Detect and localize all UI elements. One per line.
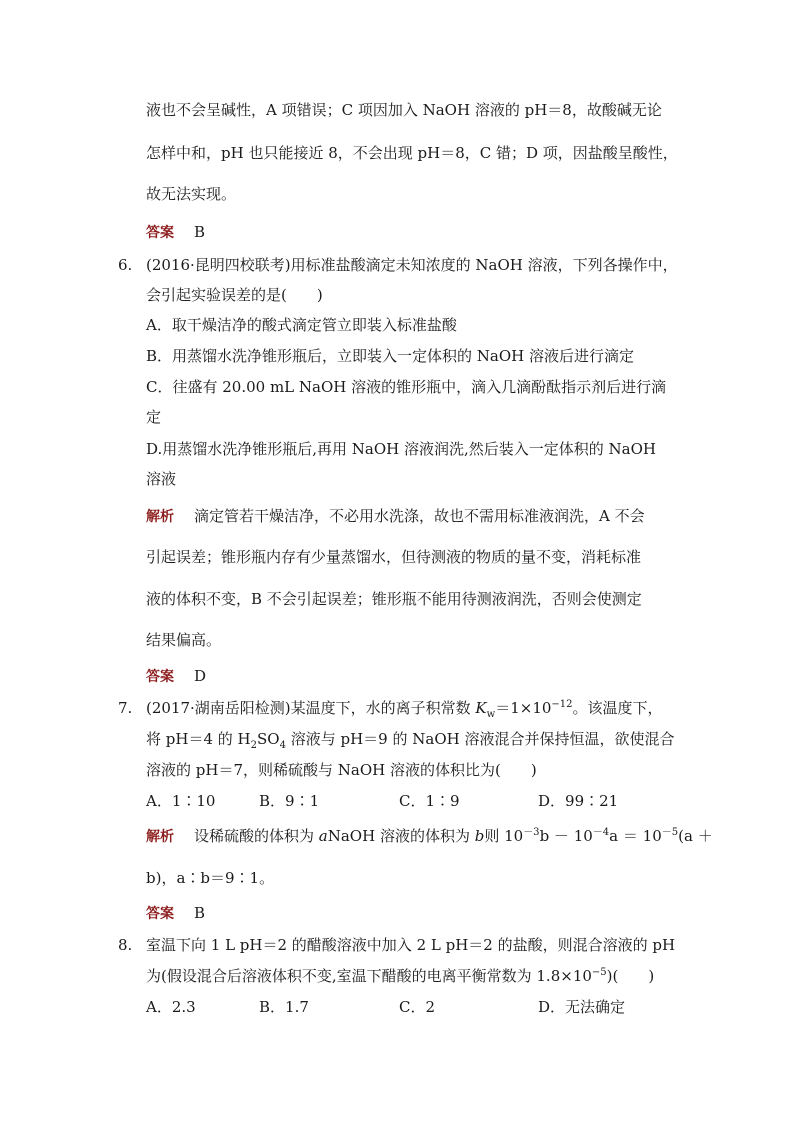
analysis-continued-line-3: 故无法实现。 xyxy=(146,185,237,203)
question-6-option-a: A．取干燥洁净的酸式滴定管立即装入标准盐酸 xyxy=(146,316,457,334)
question-6-analysis-1: 解析 滴定管若干燥洁净，不必用水洗涤，故也不需用标准液润洗，A 不会 xyxy=(146,507,645,525)
analysis-label: 解析 xyxy=(146,509,174,525)
question-7-option-d: D．99∶21 xyxy=(538,792,619,810)
answer-label: 答案 xyxy=(146,669,174,685)
question-6-analysis-2: 引起误差；锥形瓶内存有少量蒸馏水，但待测液的物质的量不变，消耗标准 xyxy=(146,548,642,566)
question-7-stem-2: 将 pH＝4 的 $H_2SO_4$ 溶液与 pH＝9 的 NaOH 溶液混合并保持恒温，欲使混合 xyxy=(146,730,675,751)
question-6-number: 6. xyxy=(118,256,133,274)
question-6-option-d-2: 溶液 xyxy=(146,470,177,488)
analysis-continued-line-2: 怎样中和，pH 也只能接近 8，不会出现 pH＝8，C 错；D 项，因盐酸呈酸性， xyxy=(146,144,678,162)
answer-value: D xyxy=(194,667,207,685)
question-8-stem-2: 为(假设混合后溶液体积不变,室温下醋酸的电离平衡常数为 $1.8\times 10^{-5}$)( ) xyxy=(146,967,655,985)
question-7-option-c: C．1∶9 xyxy=(399,792,460,810)
analysis-label: 解析 xyxy=(146,829,174,845)
answer-label: 答案 xyxy=(146,906,174,922)
question-6-stem-1: (2016·昆明四校联考)用标准盐酸滴定未知浓度的 NaOH 溶液，下列各操作中， xyxy=(146,256,678,274)
question-8-option-d: D．无法确定 xyxy=(538,998,626,1016)
question-7-stem-1: (2017·湖南岳阳检测)某温度下，水的离子积常数 $K_w=1\times 10^{-12}$。该温度下， xyxy=(146,699,663,720)
question-7-analysis-2: b)，a∶b＝9∶1。 xyxy=(146,869,275,887)
analysis-continued-line-1: 液也不会呈碱性，A 项错误；C 项因加入 NaOH 溶液的 pH＝8，故酸碱无论 xyxy=(146,101,662,119)
question-6-analysis-4: 结果偏高。 xyxy=(146,631,222,649)
answer-6 xyxy=(146,666,206,687)
question-7-option-a: A．1∶10 xyxy=(146,792,216,810)
question-8-option-b: B．1.7 xyxy=(259,998,309,1016)
answer-value: B xyxy=(194,223,206,241)
question-7-option-b: B．9∶1 xyxy=(259,792,320,810)
question-7-stem-3: 溶液的 pH＝7，则稀硫酸与 NaOH 溶液的体积比为( ) xyxy=(146,761,537,779)
question-8-option-a: A．2.3 xyxy=(146,998,196,1016)
question-6-stem-2: 会引起实验误差的是( ) xyxy=(146,286,323,304)
answer-value: B xyxy=(194,904,206,922)
question-6-analysis-3: 液的体积不变，B 不会引起误差；锥形瓶不能用待测液润洗，否则会使测定 xyxy=(146,590,642,608)
question-7-analysis-1: 解析 设稀硫酸的体积为 aNaOH 溶液的体积为 b则 $10^{-3}b - 10^{-4}a = 10^{-5}(a$ ＋ xyxy=(146,827,713,845)
question-6-option-c-1: C．往盛有 20.00 mL NaOH 溶液的锥形瓶中，滴入几滴酚酞指示剂后进行滴 xyxy=(146,378,667,396)
question-7-number: 7. xyxy=(118,699,133,717)
answer-label: 答案 xyxy=(146,225,174,241)
question-6-option-b: B．用蒸馏水洗净锥形瓶后，立即装入一定体积的 NaOH 溶液后进行滴定 xyxy=(146,347,635,365)
answer-7 xyxy=(146,903,205,924)
answer-5 xyxy=(146,222,205,243)
question-8-stem-1: 室温下向 1 L pH＝2 的醋酸溶液中加入 2 L pH＝2 的盐酸，则混合溶液的 pH xyxy=(146,936,676,954)
question-6-option-d-1: D.用蒸馏水洗净锥形瓶后,再用 NaOH 溶液润洗,然后装入一定体积的 NaOH xyxy=(146,440,656,458)
question-8-number: 8. xyxy=(118,936,133,954)
question-8-option-c: C．2 xyxy=(399,998,436,1016)
question-6-option-c-2: 定 xyxy=(146,408,162,426)
